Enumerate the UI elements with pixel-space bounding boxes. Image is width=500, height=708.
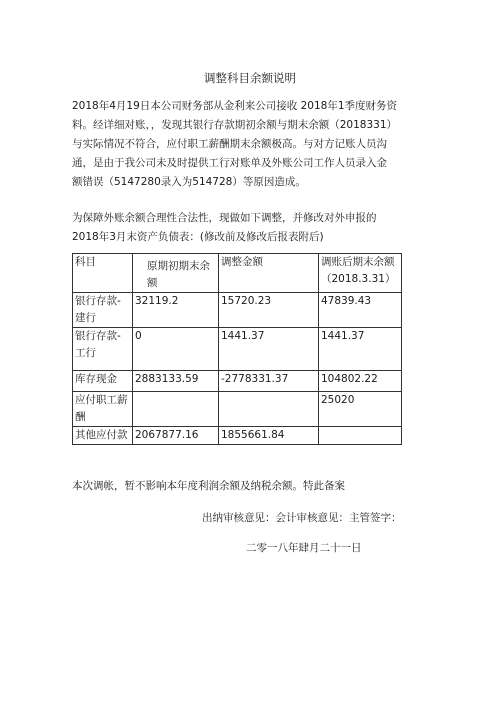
row-opening: 2883133.59 — [133, 371, 219, 392]
row-end: 47839.43 — [319, 293, 402, 328]
row-adjust: -2778331.37 — [219, 371, 319, 392]
row-subject: 应付职工薪酬 — [73, 392, 133, 427]
row-end: 104802.22 — [319, 371, 402, 392]
row-opening: 2067877.16 — [133, 427, 219, 445]
row-adjust: 1441.37 — [219, 328, 319, 371]
header-end-line2: （2018.3.31） — [321, 273, 396, 285]
table-header-row — [73, 254, 402, 293]
table-row — [73, 293, 402, 328]
row-end: 1441.37 — [319, 328, 402, 371]
row-end — [319, 427, 402, 445]
signature-line: 出纳审核意见：会计审核意见：主管签字： — [202, 512, 402, 524]
row-opening: 0 — [133, 328, 219, 371]
header-adjustment: 调整金额 — [219, 254, 319, 293]
table-row — [73, 371, 402, 392]
row-opening: 32119.2 — [133, 293, 219, 328]
header-subject: 科目 — [73, 254, 133, 293]
row-end: 25020 — [319, 392, 402, 427]
header-adjusted-end-balance — [319, 254, 402, 293]
explanation-paragraph: 2018年4月19日本公司财务部从金利来公司接收 2018年1季度财务资料。经详细对账，，发现其银行存款期初余额与期末余额（2018331）与实际情况不符合，应付职工薪酬期末余额极高。与对方记账人员沟通，是由于我公司未及时提供工行对账单及外账公司工作人员录入金额错误（5147280录入为514728）等原因造成。 — [72, 100, 398, 188]
document-date: 二零一八年肆月二十一日 — [246, 542, 362, 554]
header-end-line1: 调账后期末余额 — [321, 256, 395, 268]
adjustment-paragraph: 为保障外账余额合理性合法性，现做如下调整，并修改对外申报的2018年3月末资产负债表：(修改前及修改后报表附后) — [72, 212, 377, 243]
row-adjust: 1855661.84 — [219, 427, 319, 445]
row-adjust — [219, 392, 319, 427]
table-row — [73, 392, 402, 427]
row-subject: 银行存款-工行 — [73, 328, 133, 371]
row-subject: 库存现金 — [73, 371, 133, 392]
table-row — [73, 328, 402, 371]
document-title: 调整科目余额说明 — [204, 71, 296, 85]
row-adjust: 15720.23 — [219, 293, 319, 328]
row-opening — [133, 392, 219, 427]
adjustment-table — [72, 253, 402, 445]
table-row — [73, 427, 402, 445]
row-subject: 银行存款-建行 — [73, 293, 133, 328]
row-subject: 其他应付款 — [73, 427, 133, 445]
filing-note: 本次调帐，暂不影响本年度利润余额及纳税余额。特此备案 — [72, 480, 345, 492]
header-opening-balance: 原期初期末余 额 — [133, 254, 219, 293]
